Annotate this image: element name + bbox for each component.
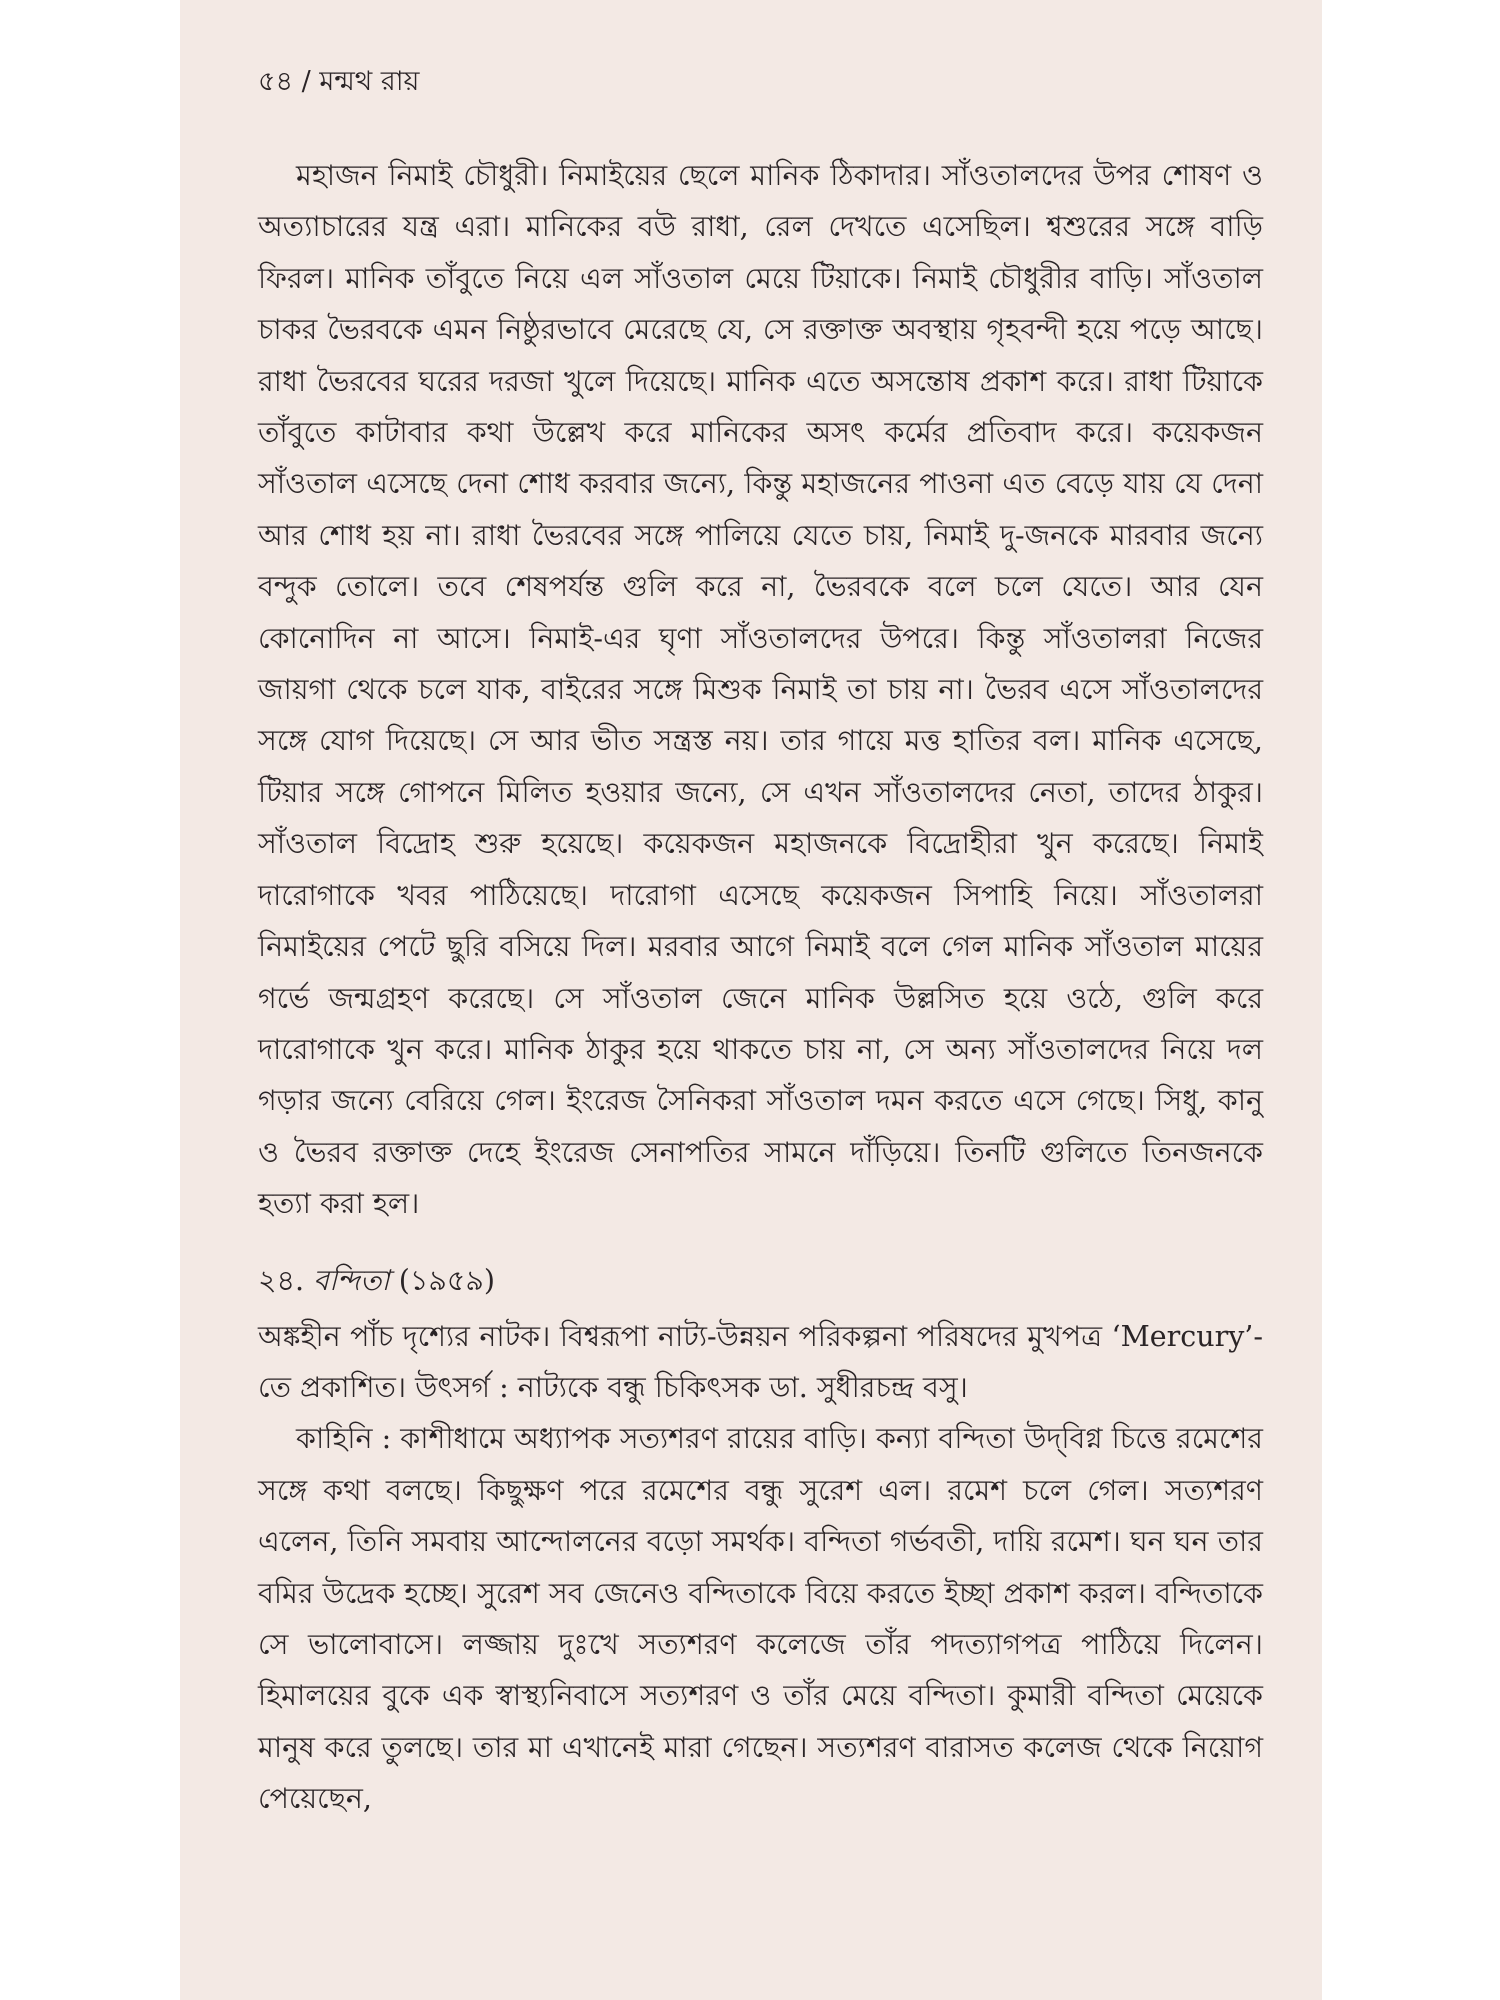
section-heading (258, 1261, 1263, 1301)
header-author: মন্মথ রায় (319, 66, 420, 97)
running-header (258, 62, 1263, 102)
page-content (258, 62, 1263, 1825)
header-separator: / (301, 66, 311, 97)
section-story-paragraph: কাহিনি : কাশীধামে অধ্যাপক সত্যশরণ রায়ের বাড়ি। কন্যা বন্দিতা উদ্‌বিগ্ন চিত্তে রমেশের সঙ্গে কথা বলছে। কিছুক্ষণ পরে রমেশের বন্ধু সুরেশ এল। রমেশ চলে গেল। সত্যশরণ এলেন, তিনি সমবায় আন্দোলনের বড়ো সমর্থক। বন্দিতা গর্ভবতী, দায়ি রমেশ। ঘন ঘন তার বমির উদ্রেক হচ্ছে। সুরেশ সব জেনেও বন্দিতাকে বিয়ে করতে ইচ্ছা প্রকাশ করল। বন্দিতাকে সে ভালোবাসে। লজ্জায় দুঃখে সত্যশরণ কলেজে তাঁর পদত্যাগপত্র পাঠিয়ে দিলেন। হিমালয়ের বুকে এক স্বাস্থ্যনিবাসে সত্যশরণ ও তাঁর মেয়ে বন্দিতা। কুমারী বন্দিতা মেয়েকে মানুষ করে তুলছে। তার মা এখানেই মারা গেছেন। সত্যশরণ বারাসত কলেজ থেকে নিয়োগ পেয়েছেন, (258, 1422, 1263, 1816)
page-number: ৫৪ (258, 66, 294, 97)
section-title: বন্দিতা (313, 1263, 390, 1297)
book-page (180, 0, 1322, 2000)
section-year: (১৯৫৯) (398, 1263, 495, 1297)
synopsis-paragraph: মহাজন নিমাই চৌধুরী। নিমাইয়ের ছেলে মানিক ঠিকাদার। সাঁওতালদের উপর শোষণ ও অত্যাচারের যন্ত্র এরা। মানিকের বউ রাধা, রেল দেখতে এসেছিল। শ্বশুরের সঙ্গে বাড়ি ফিরল। মানিক তাঁবুতে নিয়ে এল সাঁওতাল মেয়ে টিয়াকে। নিমাই চৌধুরীর বাড়ি। সাঁওতাল চাকর ভৈরবকে এমন নিষ্ঠুরভাবে মেরেছে যে, সে রক্তাক্ত অবস্থায় গৃহবন্দী হয়ে পড়ে আছে। রাধা ভৈরবের ঘরের দরজা খুলে দিয়েছে। মানিক এতে অসন্তোষ প্রকাশ করে। রাধা টিয়াকে তাঁবুতে কাটাবার কথা উল্লেখ করে মানিকের অসৎ কর্মের প্রতিবাদ করে। কয়েকজন সাঁওতাল এসেছে দেনা শোধ করবার জন্যে, কিন্তু মহাজনের পাওনা এত বেড়ে যায় যে দেনা আর শোধ হয় না। রাধা ভৈরবের সঙ্গে পালিয়ে যেতে চায়, নিমাই দু-জনকে মারবার জন্যে বন্দুক তোলে। তবে শেষপর্যন্ত গুলি করে না, ভৈরবকে বলে চলে যেতে। আর যেন কোনোদিন না আসে। নিমাই-এর ঘৃণা সাঁওতালদের উপরে। কিন্তু সাঁওতালরা নিজের জায়গা থেকে চলে যাক, বাইরের সঙ্গে মিশুক নিমাই তা চায় না। ভৈরব এসে সাঁওতালদের সঙ্গে যোগ দিয়েছে। সে আর ভীত সন্ত্রস্ত নয়। তার গায়ে মত্ত হাতির বল। মানিক এসেছে, টিয়ার সঙ্গে গোপনে মিলিত হওয়ার জন্যে, সে এখন সাঁওতালদের নেতা, তাদের ঠাকুর। সাঁওতাল বিদ্রোহ শুরু হয়েছে। কয়েকজন মহাজনকে বিদ্রোহীরা খুন করেছে। নিমাই দারোগাকে খবর পাঠিয়েছে। দারোগা এসেছে কয়েকজন সিপাহি নিয়ে। সাঁওতালরা নিমাইয়ের পেটে ছুরি বসিয়ে দিল। মরবার আগে নিমাই বলে গেল মানিক সাঁওতাল মায়ের গর্ভে জন্মগ্রহণ করেছে। সে সাঁওতাল জেনে মানিক উল্লসিত হয়ে ওঠে, গুলি করে দারোগাকে খুন করে। মানিক ঠাকুর হয়ে থাকতে চায় না, সে অন্য সাঁওতালদের নিয়ে দল গড়ার জন্যে বেরিয়ে গেল। ইংরেজ সৈনিকরা সাঁওতাল দমন করতে এসে গেছে। সিধু, কানু ও ভৈরব রক্তাক্ত দেহে ইংরেজ সেনাপতির সামনে দাঁড়িয়ে। তিনটি গুলিতে তিনজনকে হত্যা করা হল। (258, 159, 1263, 1221)
section-intro-paragraph: অঙ্কহীন পাঁচ দৃশ্যের নাটক। বিশ্বরূপা নাট্য-উন্নয়ন পরিকল্পনা পরিষদের মুখপত্র ‘Mercury’-তে প্রকাশিত। উৎসর্গ : নাট্যকে বন্ধু চিকিৎসক ডা. সুধীরচন্দ্র বসু। (258, 1319, 1263, 1404)
section-number: ২৪. (258, 1263, 305, 1297)
